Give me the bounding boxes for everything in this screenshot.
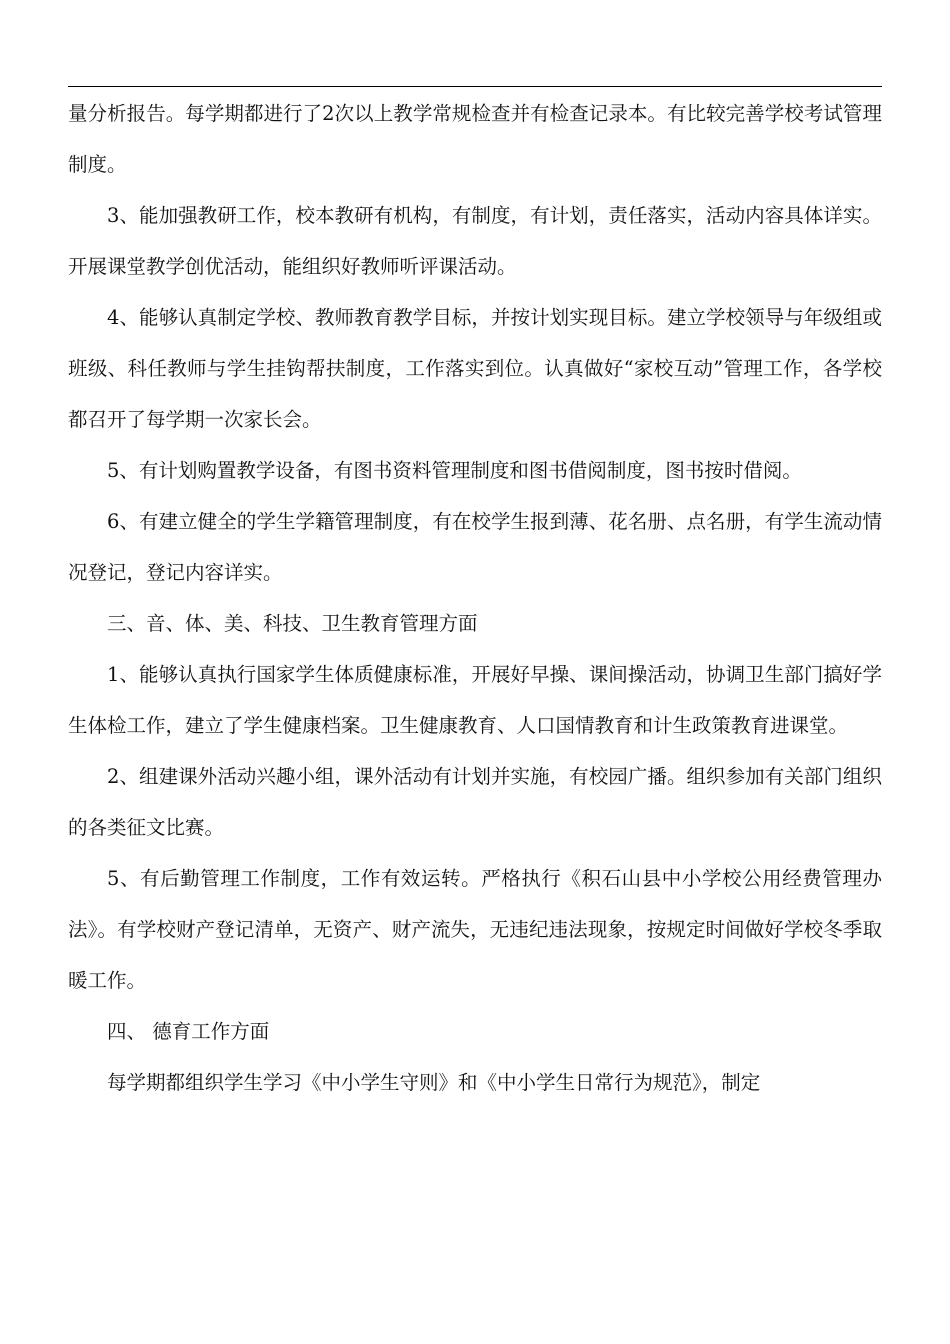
paragraph-item-6: 6、有建立健全的学生学籍管理制度，有在校学生报到薄、花名册、点名册，有学生流动情况登记，登记内容详实。 xyxy=(68,510,882,584)
section-heading-3: 三、音、体、美、科技、卫生教育管理方面 xyxy=(107,612,478,635)
document-body xyxy=(68,88,882,1108)
section-heading-4: 四、 德育工作方面 xyxy=(107,1020,270,1043)
paragraph-activities-2: 2、组建课外活动兴趣小组，课外活动有计划并实施，有校园广播。组织参加有关部门组织的各类征文比赛。 xyxy=(68,765,882,839)
paragraph-item-3: 3、能加强教研工作，校本教研有机构，有制度，有计划，责任落实，活动内容具体详实。开展课堂教学创优活动，能组织好教师听评课活动。 xyxy=(68,204,882,278)
paragraph-continuation: 量分析报告。每学期都进行了2次以上教学常规检查并有检查记录本。有比较完善学校考试管理制度。 xyxy=(68,102,882,176)
paragraph-item-5: 5、有计划购置教学设备，有图书资料管理制度和图书借阅制度，图书按时借阅。 xyxy=(107,459,802,482)
paragraph-health-1: 1、能够认真执行国家学生体质健康标准，开展好早操、课间操活动，协调卫生部门搞好学生体检工作，建立了学生健康档案。卫生健康教育、人口国情教育和计生政策教育进课堂。 xyxy=(68,663,882,737)
paragraph-moral-education: 每学期都组织学生学习《中小学生守则》和《中小学生日常行为规范》，制定 xyxy=(107,1071,761,1094)
header-rule xyxy=(68,86,882,87)
paragraph-item-4: 4、能够认真制定学校、教师教育教学目标，并按计划实现目标。建立学校领导与年级组或班级、科任教师与学生挂钩帮扶制度，工作落实到位。认真做好“家校互动”管理工作，各学校都召开了每学期一次家长会。 xyxy=(68,306,882,431)
paragraph-logistics-5: 5、有后勤管理工作制度，工作有效运转。严格执行《积石山县中小学校公用经费管理办法》。有学校财产登记清单，无资产、财产流失，无违纪违法现象，按规定时间做好学校冬季取暖工作。 xyxy=(68,867,882,992)
